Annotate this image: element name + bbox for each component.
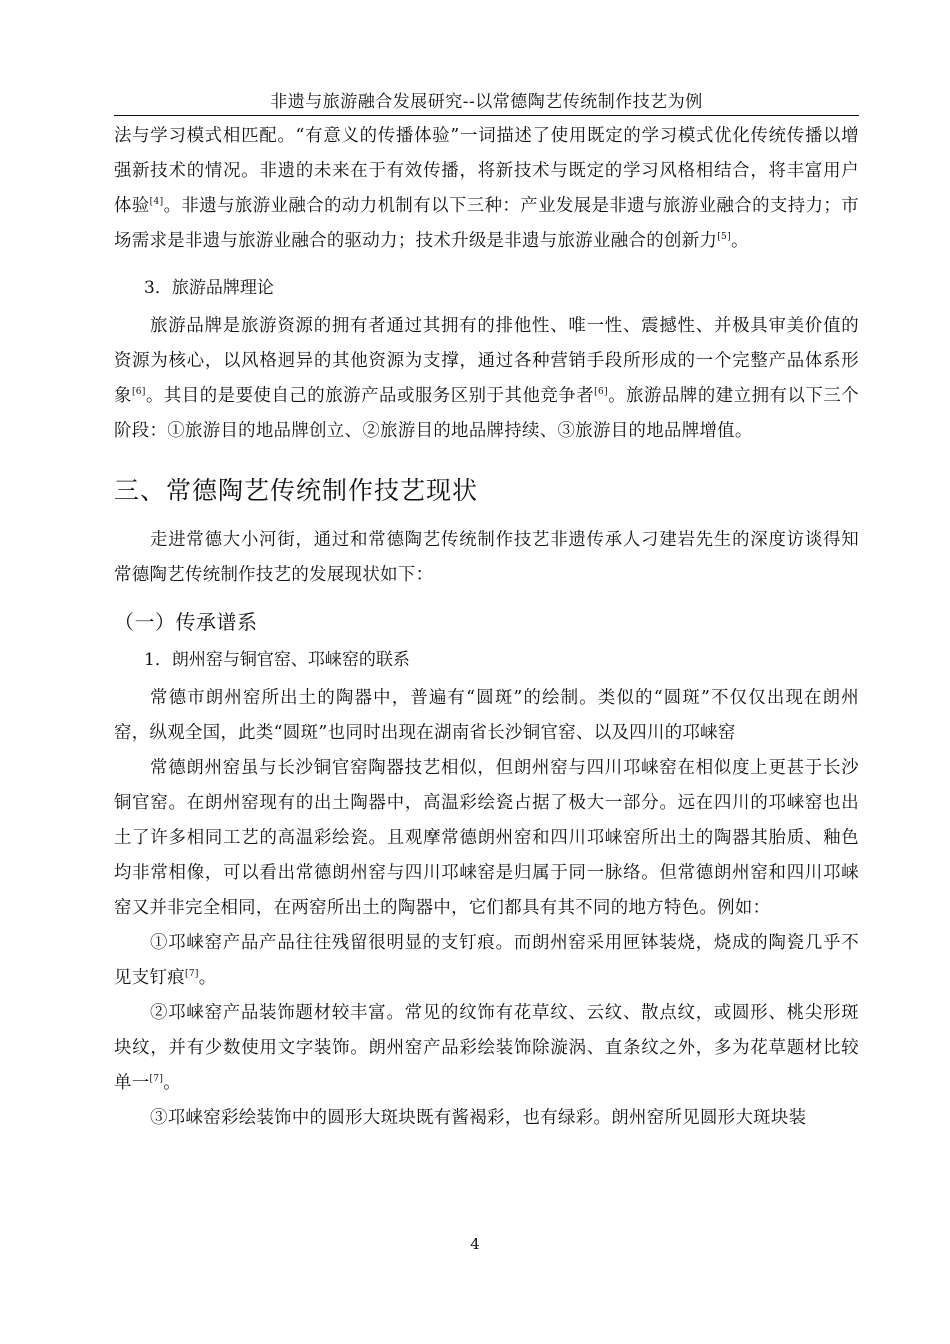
citation: [4] [149,197,164,207]
citation: [6] [594,387,608,397]
paragraph-kiln-comparison: 常德朗州窑虽与长沙铜官窑陶器技艺相似，但朗州窑与四川邛崃窑在相似度上更甚于长沙铜官窑。在朗州窑现有的出土陶器中，高温彩绘瓷占据了极大一部分。远在四川的邛崃窑也出土了许多相同工艺的高温彩绘瓷。且观摩常德朗州窑和四川邛崃窑所出土的陶器其胎质、釉色均非常相像，可以看出常德朗州窑与四川邛崃窑是归属于同一脉络。但常德朗州窑和四川邛崃窑又并非完全相同，在两窑所出土的陶器中，它们都具有其不同的地方特色。例如： [114,758,859,918]
paragraph-text: 。其目的是要使自己的旅游产品或服务区别于其他竞争者 [145,386,595,406]
paragraph-item-3: ③邛崃窑彩绘装饰中的圆形大斑块既有酱褐彩，也有绿彩。朗州窑所见圆形大斑块装 [150,1108,807,1128]
paragraph-item-1 [114,926,859,996]
subheading-tourism-brand-theory: 3．旅游品牌理论 [144,278,274,298]
paragraph-text: ②邛崃窑产品装饰题材较丰富。常见的纹饰有花草纹、云纹、散点纹，或圆形、桃尖形斑块纹，并有少数使用文字装饰。朗州窑产品彩绘装饰除漩涡、直条纹之外，多为花草题材比较单一 [114,1003,859,1093]
paragraph-text: 。 [198,968,217,988]
paragraph-item-2 [114,996,859,1101]
paragraph-text: 。旅游品牌的建立拥有以下三个阶段：①旅游目的地品牌创立、②旅游目的地品牌持续、③旅游目的地品牌增值。 [114,386,859,441]
section-heading-3: 三、常德陶艺传统制作技艺现状 [114,476,479,505]
paragraph-tourism-brand [114,309,859,449]
paragraph-text: 旅游品牌是旅游资源的拥有者通过其拥有的排他性、唯一性、震撼性、并极具审美价值的资源为核心，以风格迥异的其他资源为支撑，通过各种营销手段所形成的一个完整产品体系形象 [114,316,859,406]
citation: [7] [149,1074,164,1084]
page-number: 4 [470,1235,480,1253]
subheading-kiln-connection: 1．朗州窑与铜官窑、邛崃窑的联系 [144,650,410,670]
subsection-heading-lineage: （一）传承谱系 [114,610,258,634]
citation: [5] [717,232,731,242]
paragraph-text: ①邛崃窑产品产品往往残留很明显的支钉痕。而朗州窑采用匣钵装烧，烧成的陶瓷几乎不见支钉痕 [114,933,859,988]
paragraph-text: 法与学习模式相匹配。“有意义的传播体验”一词描述了使用既定的学习模式优化传统传播以增强新技术的情况。非遗的未来在于有效传播，将新技术与既定的学习风格相结合，将丰富用户体验 [114,126,859,216]
paragraph-intro: 走进常德大小河街，通过和常德陶艺传统制作技艺非遗传承人刁建岩先生的深度访谈得知常德陶艺传统制作技艺的发展现状如下： [114,530,859,585]
page-body [114,119,859,1136]
running-header: 非遗与旅游融合发展研究--以常德陶艺传统制作技艺为例 [270,92,703,112]
paragraph-round-spots: 常德市朗州窑所出土的陶器中，普遍有“圆斑”的绘制。类似的“圆斑”不仅仅出现在朗州窑，纵观全国，此类“圆斑”也同时出现在湖南省长沙铜官窑、以及四川的邛崃窑 [114,688,859,743]
citation: [6] [131,387,146,397]
paragraph-text: 。非遗与旅游业融合的动力机制有以下三种：产业发展是非遗与旅游业融合的支持力；市场需求是非遗与旅游业融合的驱动力；技术升级是非遗与旅游业融合的创新力 [114,196,859,251]
citation: [7] [184,969,199,979]
paragraph-text: 。 [163,1073,182,1093]
header-rule [114,115,859,116]
paragraph-fusion-mechanism [114,119,859,259]
paragraph-text: 。 [731,231,749,251]
